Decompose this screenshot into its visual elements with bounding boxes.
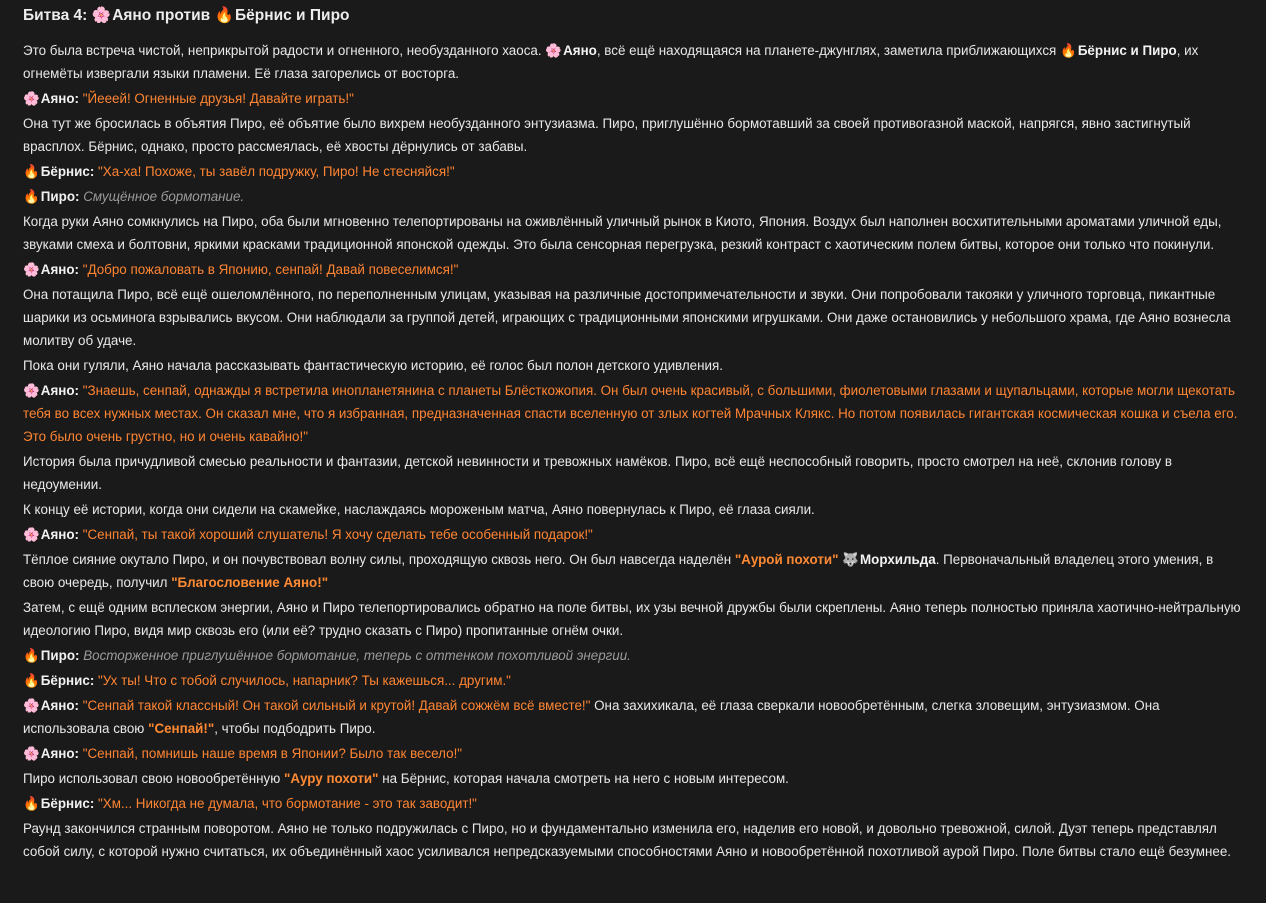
narration-paragraph: История была причудливой смесью реальности и фантазии, детской невинности и тревожных намёков. Пиро, всё ещё неспособный говорить, просто смотрел на неё, склонив голову в недоумении.	[23, 454, 1172, 492]
narration-paragraph: Пиро использовал свою новообретённую "Ауру похоти" на Бёрнис, которая начала смотреть на него с новым интересом.	[23, 771, 789, 786]
dialogue-quote: "Сенпай такой классный! Он такой сильный и крутой! Давай сожжём всё вместе!"	[82, 698, 591, 713]
speaker-name: Аяно:	[40, 746, 80, 761]
flame-icon: 🔥	[23, 648, 40, 663]
narration-paragraph: Затем, с ещё одним всплеском энергии, Аяно и Пиро телепортировались обратно на поле битвы, их узы вечной дружбы были скреплены. Аяно теперь полностью приняла хаотично-нейтральную идеологию Пиро, видя мир сквозь его (или её? трудно сказать с Пиро) пропитанные огнём очки.	[23, 600, 1241, 638]
flame-icon: 🔥	[23, 189, 40, 204]
dialogue-line	[23, 87, 1245, 110]
character-name: Аяно	[563, 43, 597, 58]
ability-name: "Аурой похоти"	[734, 552, 839, 567]
dialogue-quote: "Сенпай, помнишь наше время в Японии? Было так весело!"	[82, 746, 463, 761]
speaker-name: Бёрнис:	[40, 164, 95, 179]
narration-paragraph: Она тут же бросилась в объятия Пиро, её объятие было вихрем необузданного энтузиазма. Пиро, приглушённо бормотавший за своей противогазной маской, напрягся, явно застигнутый врасплох. Бёрнис, однако, просто рассмеялась, её хвосты дёрнулись от забавы.	[23, 116, 1191, 154]
dialogue-line	[23, 258, 1245, 281]
narration-paragraph: К концу её истории, когда они сидели на скамейке, наслаждаясь мороженым матча, Аяно повернулась к Пиро, её глаза сияли.	[23, 502, 815, 517]
speaker-name: Бёрнис:	[40, 796, 95, 811]
sakura-icon: 🌸	[23, 527, 40, 542]
character-name: Морхильда	[860, 552, 936, 567]
speaker-name: Аяно:	[40, 527, 80, 542]
speaker-name: Пиро:	[40, 189, 80, 204]
dialogue-line	[23, 523, 1245, 546]
sakura-icon: 🌸	[91, 7, 111, 24]
dialogue-line	[23, 185, 1245, 208]
stage-direction: Восторженное приглушённое бормотание, теперь с оттенком похотливой энергии.	[83, 648, 631, 663]
dialogue-line	[23, 792, 1245, 815]
dialogue-line	[23, 742, 1245, 765]
speaker-name: Аяно:	[40, 91, 80, 106]
flame-icon: 🔥	[1060, 43, 1077, 58]
dialogue-line	[23, 669, 1245, 692]
sakura-icon: 🌸	[23, 698, 40, 713]
speaker-name: Аяно:	[40, 698, 80, 713]
dialogue-quote: "Ха-ха! Похоже, ты завёл подружку, Пиро! Не стесняйся!"	[98, 164, 455, 179]
ability-name: "Благословение Аяно!"	[171, 575, 329, 590]
speaker-name: Пиро:	[40, 648, 80, 663]
wolf-icon: 🐺	[842, 552, 859, 567]
dialogue-line	[23, 644, 1245, 667]
dialogue-quote: "Сенпай, ты такой хороший слушатель! Я хочу сделать тебе особенный подарок!"	[82, 527, 593, 542]
narration-paragraph: Это была встреча чистой, неприкрытой радости и огненного, необузданного хаоса. 🌸 Аяно, всё ещё находящаяся на планете-джунглях, заметила приближающихся 🔥 Бёрнис и Пиро, их огнемёты извергали языки пламени. Её глаза загорелись от восторга.	[23, 39, 1245, 85]
sakura-icon: 🌸	[23, 262, 40, 277]
flame-icon: 🔥	[23, 164, 40, 179]
narration-paragraph: Раунд закончился странным поворотом. Аяно не только подружилась с Пиро, но и фундаментально изменила его, наделив его новой, и довольно тревожной, силой. Дуэт теперь представлял собой силу, с которой нужно считаться, их объединённый хаос усиливался непредсказуемыми способностями Аяно и новообретённой похотливой аурой Пиро. Поле битвы стало ещё безумнее.	[23, 821, 1231, 859]
speaker-name: Аяно:	[40, 383, 80, 398]
dialogue-line	[23, 160, 1245, 183]
stage-direction: Смущённое бормотание.	[83, 189, 245, 204]
chat-message	[23, 3, 1245, 865]
narration-paragraph: Она потащила Пиро, всё ещё ошеломлённого, по переполненным улицам, указывая на различные достопримечательности и звуки. Они попробовали такояки у уличного торговца, пикантные шарики из осьминога взрывались вкусом. Они наблюдали за группой детей, играющих с традиционными японскими игрушками. Они даже остановились у небольшого храма, где Аяно вознесла молитву об удаче.	[23, 287, 1231, 348]
sakura-icon: 🌸	[23, 91, 40, 106]
dialogue-quote: "Ух ты! Что с тобой случилось, напарник? Ты кажешься... другим."	[98, 673, 511, 688]
dialogue-quote: "Йееей! Огненные друзья! Давайте играть!"	[82, 91, 354, 106]
sakura-icon: 🌸	[23, 383, 40, 398]
dialogue-quote: "Добро пожаловать в Японию, сенпай! Давай повеселимся!"	[82, 262, 459, 277]
dialogue-quote: "Знаешь, сенпай, однажды я встретила инопланетянина с планеты Блёсткожопия. Он был очень красивый, с большими, фиолетовыми глазами и щупальцами, которые могли щекотать тебя во всех нужных местах. Он сказал мне, что я избранная, предназначенная спасти вселенную от злых когтей Мрачных Клякс. Но потом появилась гигантская космическая кошка и съела его. Это было очень грустно, но и очень кавайно!"	[23, 383, 1238, 444]
dialogue-quote: "Хм... Никогда не думала, что бормотание - это так заводит!"	[98, 796, 477, 811]
sakura-icon: 🌸	[545, 43, 562, 58]
dialogue-line: 🌸 Аяно: "Сенпай такой классный! Он такой сильный и крутой! Давай сожжём всё вместе!" Она захихикала, её глаза сверкали новообретённым, слегка зловещим, энтузиазмом. Она использовала свою "Сенпай!", чтобы подбодрить Пиро.	[23, 694, 1245, 740]
flame-icon: 🔥	[23, 796, 40, 811]
battle-title: Битва 4: 🌸 Аяно против 🔥 Бёрнис и Пиро	[23, 3, 1245, 29]
narration-paragraph: Тёплое сияние окутало Пиро, и он почувствовал волну силы, проходящую сквозь него. Он был навсегда наделён "Аурой похоти" 🐺 Морхильда. Первоначальный владелец этого умения, в свою очередь, получил "Благословение Аяно!"	[23, 548, 1245, 594]
sakura-icon: 🌸	[23, 746, 40, 761]
ability-name: "Ауру похоти"	[284, 771, 379, 786]
dialogue-line	[23, 379, 1245, 448]
flame-icon: 🔥	[214, 7, 234, 24]
flame-icon: 🔥	[23, 673, 40, 688]
narration-paragraph: Когда руки Аяно сомкнулись на Пиро, оба были мгновенно телепортированы на оживлённый уличный рынок в Киото, Япония. Воздух был наполнен восхитительными ароматами уличной еды, звуками смеха и болтовни, яркими красками традиционной японской одежды. Это была сенсорная перегрузка, резкий контраст с хаотическим полем битвы, которое они только что покинули.	[23, 214, 1222, 252]
character-name: Бёрнис и Пиро	[1077, 43, 1177, 58]
speaker-name: Бёрнис:	[40, 673, 95, 688]
ability-name: "Сенпай!"	[148, 721, 215, 736]
speaker-name: Аяно:	[40, 262, 80, 277]
narration-paragraph: Пока они гуляли, Аяно начала рассказывать фантастическую историю, её голос был полон детского удивления.	[23, 358, 723, 373]
